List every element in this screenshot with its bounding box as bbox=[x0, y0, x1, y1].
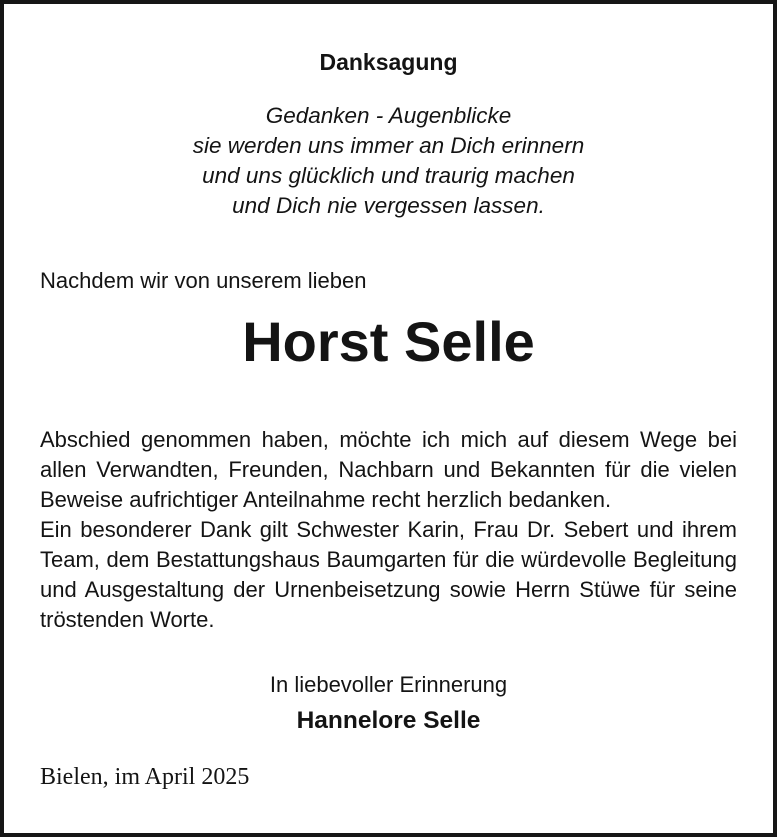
dateline: Bielen, im April 2025 bbox=[40, 764, 250, 790]
memorial-poem bbox=[40, 101, 737, 221]
poem-line: Gedanken - Augenblicke bbox=[265, 103, 512, 128]
mourner-name: Hannelore Selle bbox=[296, 707, 481, 734]
poem-line: und Dich nie vergessen lassen. bbox=[232, 193, 545, 218]
body-paragraph: Ein besonderer Dank gilt Schwester Karin, Frau Dr. Sebert und ihrem Team, dem Bestattungshaus Baumgarten für die würdevolle Begleitung und Ausgestaltung der Urnenbeisetzung sowie Herrn Stüwe für seine tröstenden Worte. bbox=[40, 517, 737, 632]
body-paragraph: Abschied genommen haben, möchte ich mich auf diesem Wege bei allen Verwandten, Freunden, Nachbarn und Bekannten für die vielen Beweise aufrichtiger Anteilnahme recht herzlich bedanken. bbox=[40, 427, 737, 512]
thanks-text bbox=[40, 425, 737, 635]
poem-line: und uns glücklich und traurig machen bbox=[202, 163, 575, 188]
deceased-name: Horst Selle bbox=[242, 310, 535, 373]
intro-line: Nachdem wir von unserem lieben bbox=[40, 268, 367, 293]
closing-line: In liebevoller Erinnerung bbox=[269, 672, 508, 697]
poem-line: sie werden uns immer an Dich erinnern bbox=[192, 133, 585, 158]
obituary-content bbox=[4, 48, 773, 792]
notice-title: Danksagung bbox=[319, 49, 458, 75]
